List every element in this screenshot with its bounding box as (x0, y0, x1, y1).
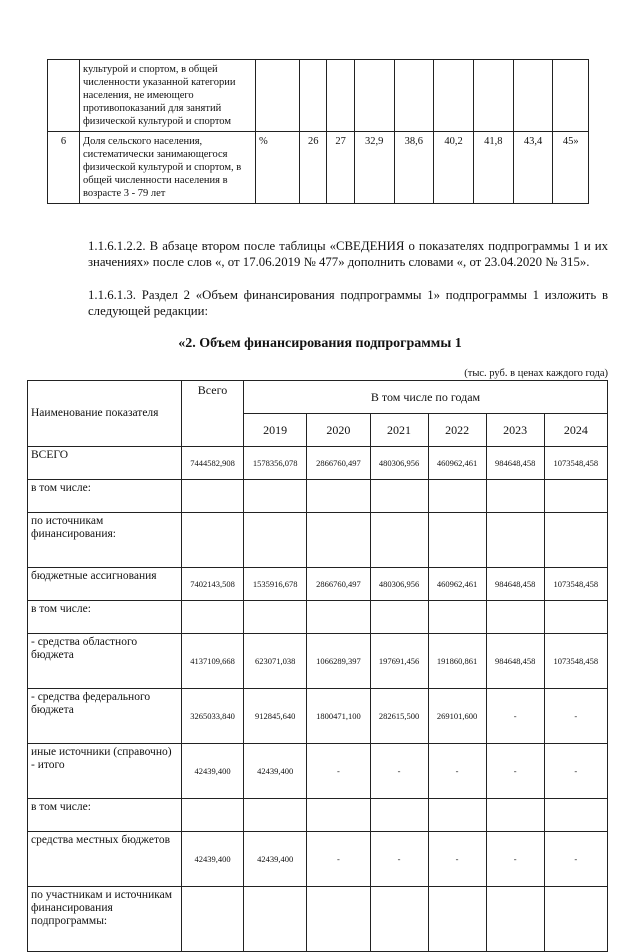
year-value-cell: - (307, 744, 370, 799)
year-value-cell (428, 887, 486, 952)
year-value-cell: 1073548,458 (544, 634, 607, 689)
year-value-cell: 984648,458 (486, 447, 544, 480)
value-cell (394, 60, 434, 132)
table-row (28, 447, 608, 480)
year-header: 2020 (307, 414, 370, 447)
table-row (28, 513, 608, 568)
table-row (28, 480, 608, 513)
row-label: по участникам и источникам финансирования подпрограммы: (28, 887, 182, 952)
value-cell (300, 60, 327, 132)
value-cell: 26 (300, 132, 327, 204)
year-value-cell (544, 601, 607, 634)
year-value-cell: - (486, 744, 544, 799)
table-row (48, 132, 589, 204)
table-row (28, 744, 608, 799)
year-value-cell: 1578356,078 (244, 447, 307, 480)
year-value-cell (244, 480, 307, 513)
year-value-cell: 460962,461 (428, 568, 486, 601)
year-value-cell (370, 799, 428, 832)
year-value-cell: 1800471,100 (307, 689, 370, 744)
unit-cell (256, 60, 300, 132)
year-header: 2021 (370, 414, 428, 447)
year-value-cell: - (486, 832, 544, 887)
year-value-cell: 912845,640 (244, 689, 307, 744)
year-value-cell (486, 601, 544, 634)
year-value-cell (370, 601, 428, 634)
year-value-cell: - (370, 832, 428, 887)
value-cell (327, 60, 354, 132)
value-cell: 27 (327, 132, 354, 204)
year-value-cell (307, 513, 370, 568)
total-cell (182, 480, 244, 513)
table-row (28, 634, 608, 689)
row-number: 6 (48, 132, 80, 204)
year-value-cell (428, 799, 486, 832)
year-value-cell: 1073548,458 (544, 568, 607, 601)
year-value-cell: - (428, 832, 486, 887)
year-value-cell: 2866760,497 (307, 568, 370, 601)
total-cell: 42439,400 (182, 744, 244, 799)
value-cell: 38,6 (394, 132, 434, 204)
table-row (28, 832, 608, 887)
year-value-cell (244, 799, 307, 832)
year-value-cell (244, 601, 307, 634)
year-value-cell (428, 513, 486, 568)
value-cell: 32,9 (354, 132, 394, 204)
total-cell (182, 601, 244, 634)
total-cell (182, 887, 244, 952)
total-cell: 7444582,908 (182, 447, 244, 480)
year-value-cell (486, 480, 544, 513)
indicator-label: культурой и спортом, в общей численности указанной категории населения, не имеющего противопоказаний для занятий физической культурой и спортом (80, 60, 256, 132)
total-cell: 7402143,508 (182, 568, 244, 601)
year-value-cell (428, 601, 486, 634)
finance-table (27, 380, 608, 952)
year-value-cell: 480306,956 (370, 447, 428, 480)
total-cell: 3265033,840 (182, 689, 244, 744)
year-value-cell: 197691,456 (370, 634, 428, 689)
year-value-cell: 1073548,458 (544, 447, 607, 480)
table-row (28, 689, 608, 744)
year-value-cell (544, 799, 607, 832)
year-value-cell: - (544, 832, 607, 887)
table-row (48, 60, 589, 132)
value-cell (434, 60, 474, 132)
year-value-cell: 480306,956 (370, 568, 428, 601)
year-value-cell (486, 513, 544, 568)
row-label: средства местных бюджетов (28, 832, 182, 887)
column-header-years-group: В том числе по годам (244, 381, 608, 414)
total-cell (182, 513, 244, 568)
year-value-cell (244, 887, 307, 952)
paragraph-amendment-2: 1.1.6.1.3. Раздел 2 «Объем финансирования подпрограммы 1» подпрограммы 1 изложить в следующей редакции: (88, 288, 608, 318)
year-value-cell: - (544, 689, 607, 744)
year-value-cell: 42439,400 (244, 744, 307, 799)
year-value-cell: 984648,458 (486, 568, 544, 601)
total-cell: 42439,400 (182, 832, 244, 887)
year-value-cell: 460962,461 (428, 447, 486, 480)
row-label: в том числе: (28, 799, 182, 832)
year-value-cell: 191860,861 (428, 634, 486, 689)
column-header-total: Всего (182, 381, 244, 447)
value-cell (513, 60, 553, 132)
row-label: бюджетные ассигнования (28, 568, 182, 601)
year-value-cell: 1066289,397 (307, 634, 370, 689)
year-value-cell: 984648,458 (486, 634, 544, 689)
year-header: 2023 (486, 414, 544, 447)
table-row (28, 887, 608, 952)
row-label: по источникам финансирования: (28, 513, 182, 568)
year-value-cell: 1535916,678 (244, 568, 307, 601)
table-row (28, 601, 608, 634)
year-value-cell: 282615,500 (370, 689, 428, 744)
finance-table-body (28, 447, 608, 952)
value-cell: 43,4 (513, 132, 553, 204)
year-value-cell: - (544, 744, 607, 799)
table-row (28, 799, 608, 832)
units-note: (тыс. руб. в ценах каждого года) (464, 368, 608, 379)
year-value-cell: - (370, 744, 428, 799)
year-header: 2024 (544, 414, 607, 447)
indicator-label: Доля сельского населения, систематически занимающегося физической культурой и спортом, в общей численности населения в возрасте 3 - 79 лет (80, 132, 256, 204)
total-cell: 4137109,668 (182, 634, 244, 689)
row-label: иные источники (справочно) - итого (28, 744, 182, 799)
year-header: 2022 (428, 414, 486, 447)
year-value-cell (307, 601, 370, 634)
year-value-cell (486, 887, 544, 952)
year-value-cell (486, 799, 544, 832)
year-value-cell: - (428, 744, 486, 799)
row-number (48, 60, 80, 132)
year-value-cell (544, 480, 607, 513)
indicators-table (47, 59, 589, 204)
value-cell (354, 60, 394, 132)
year-value-cell: - (486, 689, 544, 744)
year-value-cell: 623071,038 (244, 634, 307, 689)
year-value-cell: - (307, 832, 370, 887)
paragraph-amendment-1: 1.1.6.1.2.2. В абзаце втором после таблицы «СВЕДЕНИЯ о показателях подпрограммы 1 и их значениях» после слов «, от 17.06.2019 № 477» дополнить словами «, от 23.04.2020 № 315». (88, 239, 608, 269)
year-value-cell: 2866760,497 (307, 447, 370, 480)
header-row (28, 381, 608, 414)
table-row (28, 568, 608, 601)
section-title: «2. Объем финансирования подпрограммы 1 (178, 336, 462, 351)
total-cell (182, 799, 244, 832)
row-label: в том числе: (28, 601, 182, 634)
year-value-cell (370, 887, 428, 952)
year-value-cell (428, 480, 486, 513)
year-value-cell (307, 480, 370, 513)
row-label: - средства федерального бюджета (28, 689, 182, 744)
year-value-cell (307, 887, 370, 952)
year-value-cell (544, 887, 607, 952)
row-label: ВСЕГО (28, 447, 182, 480)
value-cell (473, 60, 513, 132)
year-value-cell (370, 513, 428, 568)
row-label: в том числе: (28, 480, 182, 513)
year-value-cell (307, 799, 370, 832)
value-cell: 45» (553, 132, 589, 204)
column-header-name: Наименование показателя (28, 381, 182, 447)
year-value-cell: 42439,400 (244, 832, 307, 887)
unit-cell: % (256, 132, 300, 204)
value-cell (553, 60, 589, 132)
year-value-cell: 269101,600 (428, 689, 486, 744)
year-value-cell (544, 513, 607, 568)
value-cell: 40,2 (434, 132, 474, 204)
year-value-cell (244, 513, 307, 568)
year-value-cell (370, 480, 428, 513)
row-label: - средства областного бюджета (28, 634, 182, 689)
value-cell: 41,8 (473, 132, 513, 204)
year-header: 2019 (244, 414, 307, 447)
